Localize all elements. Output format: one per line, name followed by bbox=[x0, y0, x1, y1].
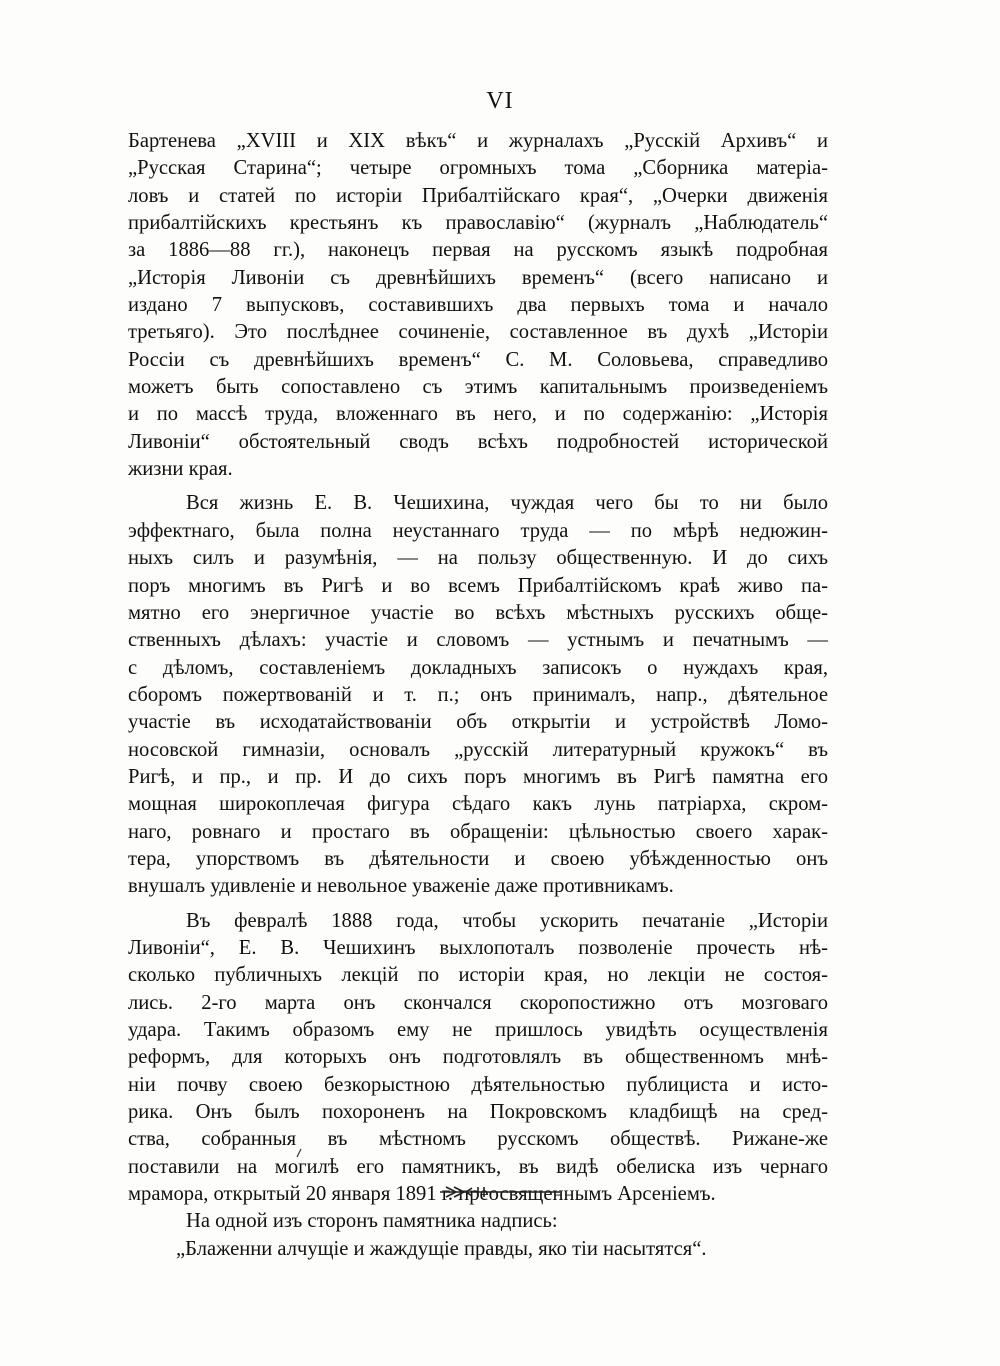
text-line: мощная широкоплечая фигура сѣдаго какъ лунь патріарха, скром- bbox=[128, 793, 828, 816]
text-line: наго, ровнаго и простаго въ обращеніи: цѣльностью своего харак- bbox=[128, 820, 828, 843]
paragraph-gap bbox=[128, 483, 828, 490]
inscription-intro: На одной изъ сторонъ памятника надпись: bbox=[186, 1210, 558, 1233]
inscription-quote: „Блаженни алчущіе и жаждущіе правды, яко тіи насытятся“. bbox=[176, 1237, 707, 1260]
body-text bbox=[128, 128, 828, 1263]
paragraph-3 bbox=[128, 908, 828, 1209]
text-line: Вся жизнь Е. В. Чешихина, чуждая чего бы то ни было bbox=[186, 492, 828, 515]
text-line: тера, упорствомъ въ дѣятельности и своею убѣжденностью онъ bbox=[128, 847, 828, 870]
text-line: сколько публичныхъ лекцій по исторіи края, но лекціи не состоя- bbox=[128, 964, 828, 987]
ornament-divider bbox=[0, 1184, 1000, 1200]
text-line: ніи почву своею безкорыстною дѣятельностью публициста и исто- bbox=[128, 1073, 828, 1096]
text-line: эффектнаго, была полна неустаннаго труда — по мѣрѣ недюжин- bbox=[128, 519, 828, 542]
text-line: „Исторія Ливоніи съ древнѣйшихъ временъ“ (всего написано и bbox=[128, 266, 828, 289]
text-line: лись. 2-го марта онъ скончался скоропостижно отъ мозговаго bbox=[128, 991, 828, 1014]
text-line: „Русская Старина“; четыре огромныхъ тома „Сборника матеріа- bbox=[128, 157, 828, 180]
text-line: прибалтійскихъ крестьянъ къ православію“ (журналъ „Наблюдатель“ bbox=[128, 212, 828, 235]
text-line: внушалъ удивленіе и невольное уваженіе даже противникамъ. bbox=[128, 875, 674, 898]
text-line: Ливоніи“, Е. В. Чешихинъ выхлопоталъ позволеніе прочесть нѣ- bbox=[128, 936, 828, 959]
text-line: ства, собранныя въ мѣстномъ русскомъ обществѣ. Рижане-же bbox=[128, 1128, 828, 1151]
paragraph-gap bbox=[128, 901, 828, 908]
text-line: Бартенева „XVIII и XIX вѣкъ“ и журналахъ „Русскій Архивъ“ и bbox=[128, 130, 828, 152]
text-line: издано 7 выпусковъ, составившихъ два первыхъ тома и начало bbox=[128, 294, 828, 317]
text-line: носовской гимназіи, основалъ „русскій литературный кружокъ“ въ bbox=[128, 738, 828, 761]
text-line: ственныхъ дѣлахъ: участіе и словомъ — устнымъ и печатнымъ — bbox=[128, 629, 828, 652]
text-line: ныхъ силъ и разумѣнія, — на пользу общественную. И до сихъ bbox=[128, 547, 828, 570]
text-line: Россіи съ древнѣйшихъ временъ“ С. М. Соловьева, справедливо bbox=[128, 348, 828, 371]
text-line: мрамора, открытый 20 января 1891 г. преосвященнымъ Арсеніемъ. bbox=[128, 1183, 716, 1206]
text-line: ловъ и статей по исторіи Прибалтійскаго края“, „Очерки движенія bbox=[128, 184, 828, 207]
text-line: Ливоніи“ обстоятельный сводъ всѣхъ подробностей исторической bbox=[128, 430, 828, 453]
text-line: поставили на могилѣ его памятникъ, въ видѣ обелиска изъ чернаго bbox=[128, 1155, 828, 1178]
stray-ink-mark bbox=[296, 1148, 302, 1158]
text-line: поръ многимъ въ Ригѣ и во всемъ Прибалтійскомъ краѣ живо па- bbox=[128, 574, 828, 597]
text-line: жизни края. bbox=[128, 458, 233, 481]
text-line: Въ февралѣ 1888 года, чтобы ускорить печатаніе „Исторіи bbox=[186, 909, 828, 932]
text-line: рика. Онъ былъ похороненъ на Покровскомъ кладбищѣ на сред- bbox=[128, 1101, 828, 1124]
text-line: с дѣломъ, составленіемъ докладныхъ записокъ о нуждахъ края, bbox=[128, 656, 828, 679]
text-line: третьяго). Это послѣднее сочиненіе, составленное въ духѣ „Исторіи bbox=[128, 321, 828, 344]
text-line: удара. Такимъ образомъ ему не пришлось увидѣть осуществленія bbox=[128, 1019, 828, 1041]
text-line: участіе въ исходатайствованіи объ открытіи и устройствѣ Ломо- bbox=[128, 711, 828, 734]
text-line: Ригѣ, и пр., и пр. И до сихъ поръ многимъ въ Ригѣ памятна его bbox=[128, 765, 828, 788]
text-line: мятно его энергичное участіе во всѣхъ мѣстныхъ русскихъ обще- bbox=[128, 601, 828, 624]
text-line: сборомъ пожертвованій и т. п.; онъ принималъ, напр., дѣятельное bbox=[128, 683, 828, 706]
paragraph-2 bbox=[128, 490, 828, 900]
text-line: и по массѣ труда, вложеннаго въ него, и по содержанію: „Исторія bbox=[128, 403, 828, 426]
paragraph-1 bbox=[128, 128, 828, 483]
text-line: за 1886—88 гг.), наконецъ первая на русскомъ языкѣ подробная bbox=[128, 239, 828, 262]
text-line: можетъ быть сопоставлено съ этимъ капитальнымъ произведеніемъ bbox=[128, 376, 828, 399]
text-line: реформъ, для которыхъ онъ подготовлялъ въ общественномъ мнѣ- bbox=[128, 1046, 828, 1069]
page-number: VI bbox=[486, 88, 514, 114]
